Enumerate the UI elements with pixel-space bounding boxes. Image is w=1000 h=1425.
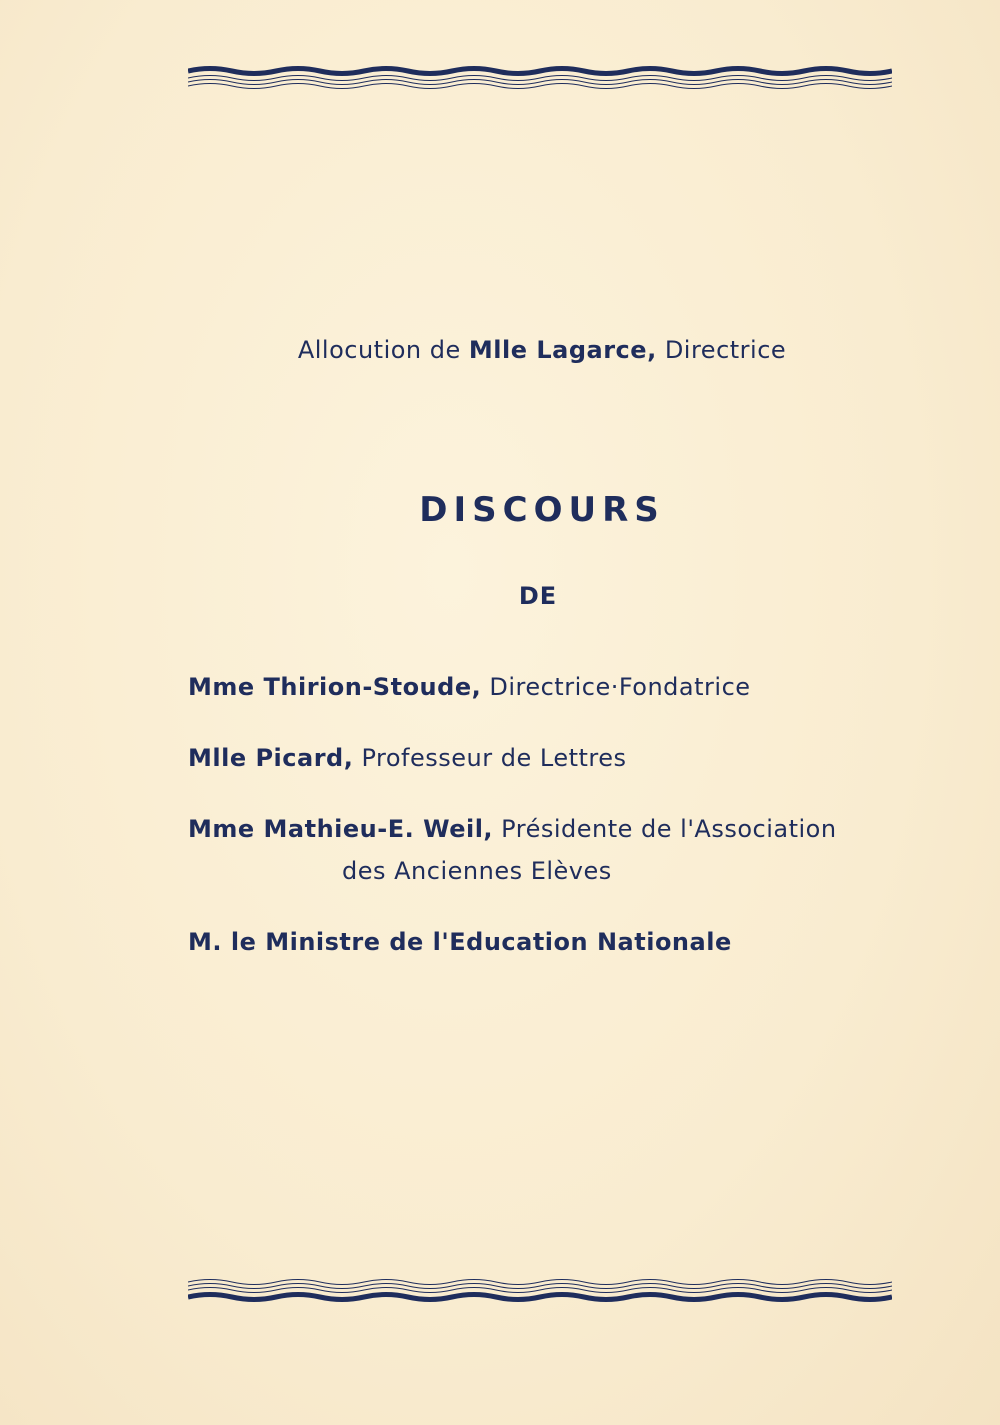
speaker-role-continued: des Anciennes Elèves	[342, 857, 612, 885]
allocution-line	[0, 336, 1000, 364]
speaker-name: Mme Thirion-Stoude,	[188, 673, 482, 701]
allocution-role: Directrice	[656, 336, 787, 364]
speaker-name: Mlle Picard,	[188, 744, 354, 772]
allocution-name: Mlle Lagarce,	[468, 336, 657, 364]
allocution-prefix: Allocution de	[297, 336, 469, 364]
speaker-role: Professeur de Lettres	[353, 744, 627, 772]
speaker-name: M. le Ministre de l'Education Nationale	[188, 928, 732, 956]
speaker-line	[188, 815, 837, 843]
bottom-wave-rule-icon	[188, 1278, 892, 1304]
speaker-role: Présidente de l'Association	[493, 815, 837, 843]
speaker-line	[188, 744, 627, 772]
speaker-line	[188, 928, 732, 956]
speaker-name: Mme Mathieu-E. Weil,	[188, 815, 494, 843]
top-wave-rule-icon	[188, 64, 892, 90]
sub-heading: DE	[518, 582, 558, 610]
speaker-role: Directrice·Fondatrice	[481, 673, 751, 701]
speaker-line	[188, 673, 751, 701]
page-title: DISCOURS	[419, 490, 665, 530]
